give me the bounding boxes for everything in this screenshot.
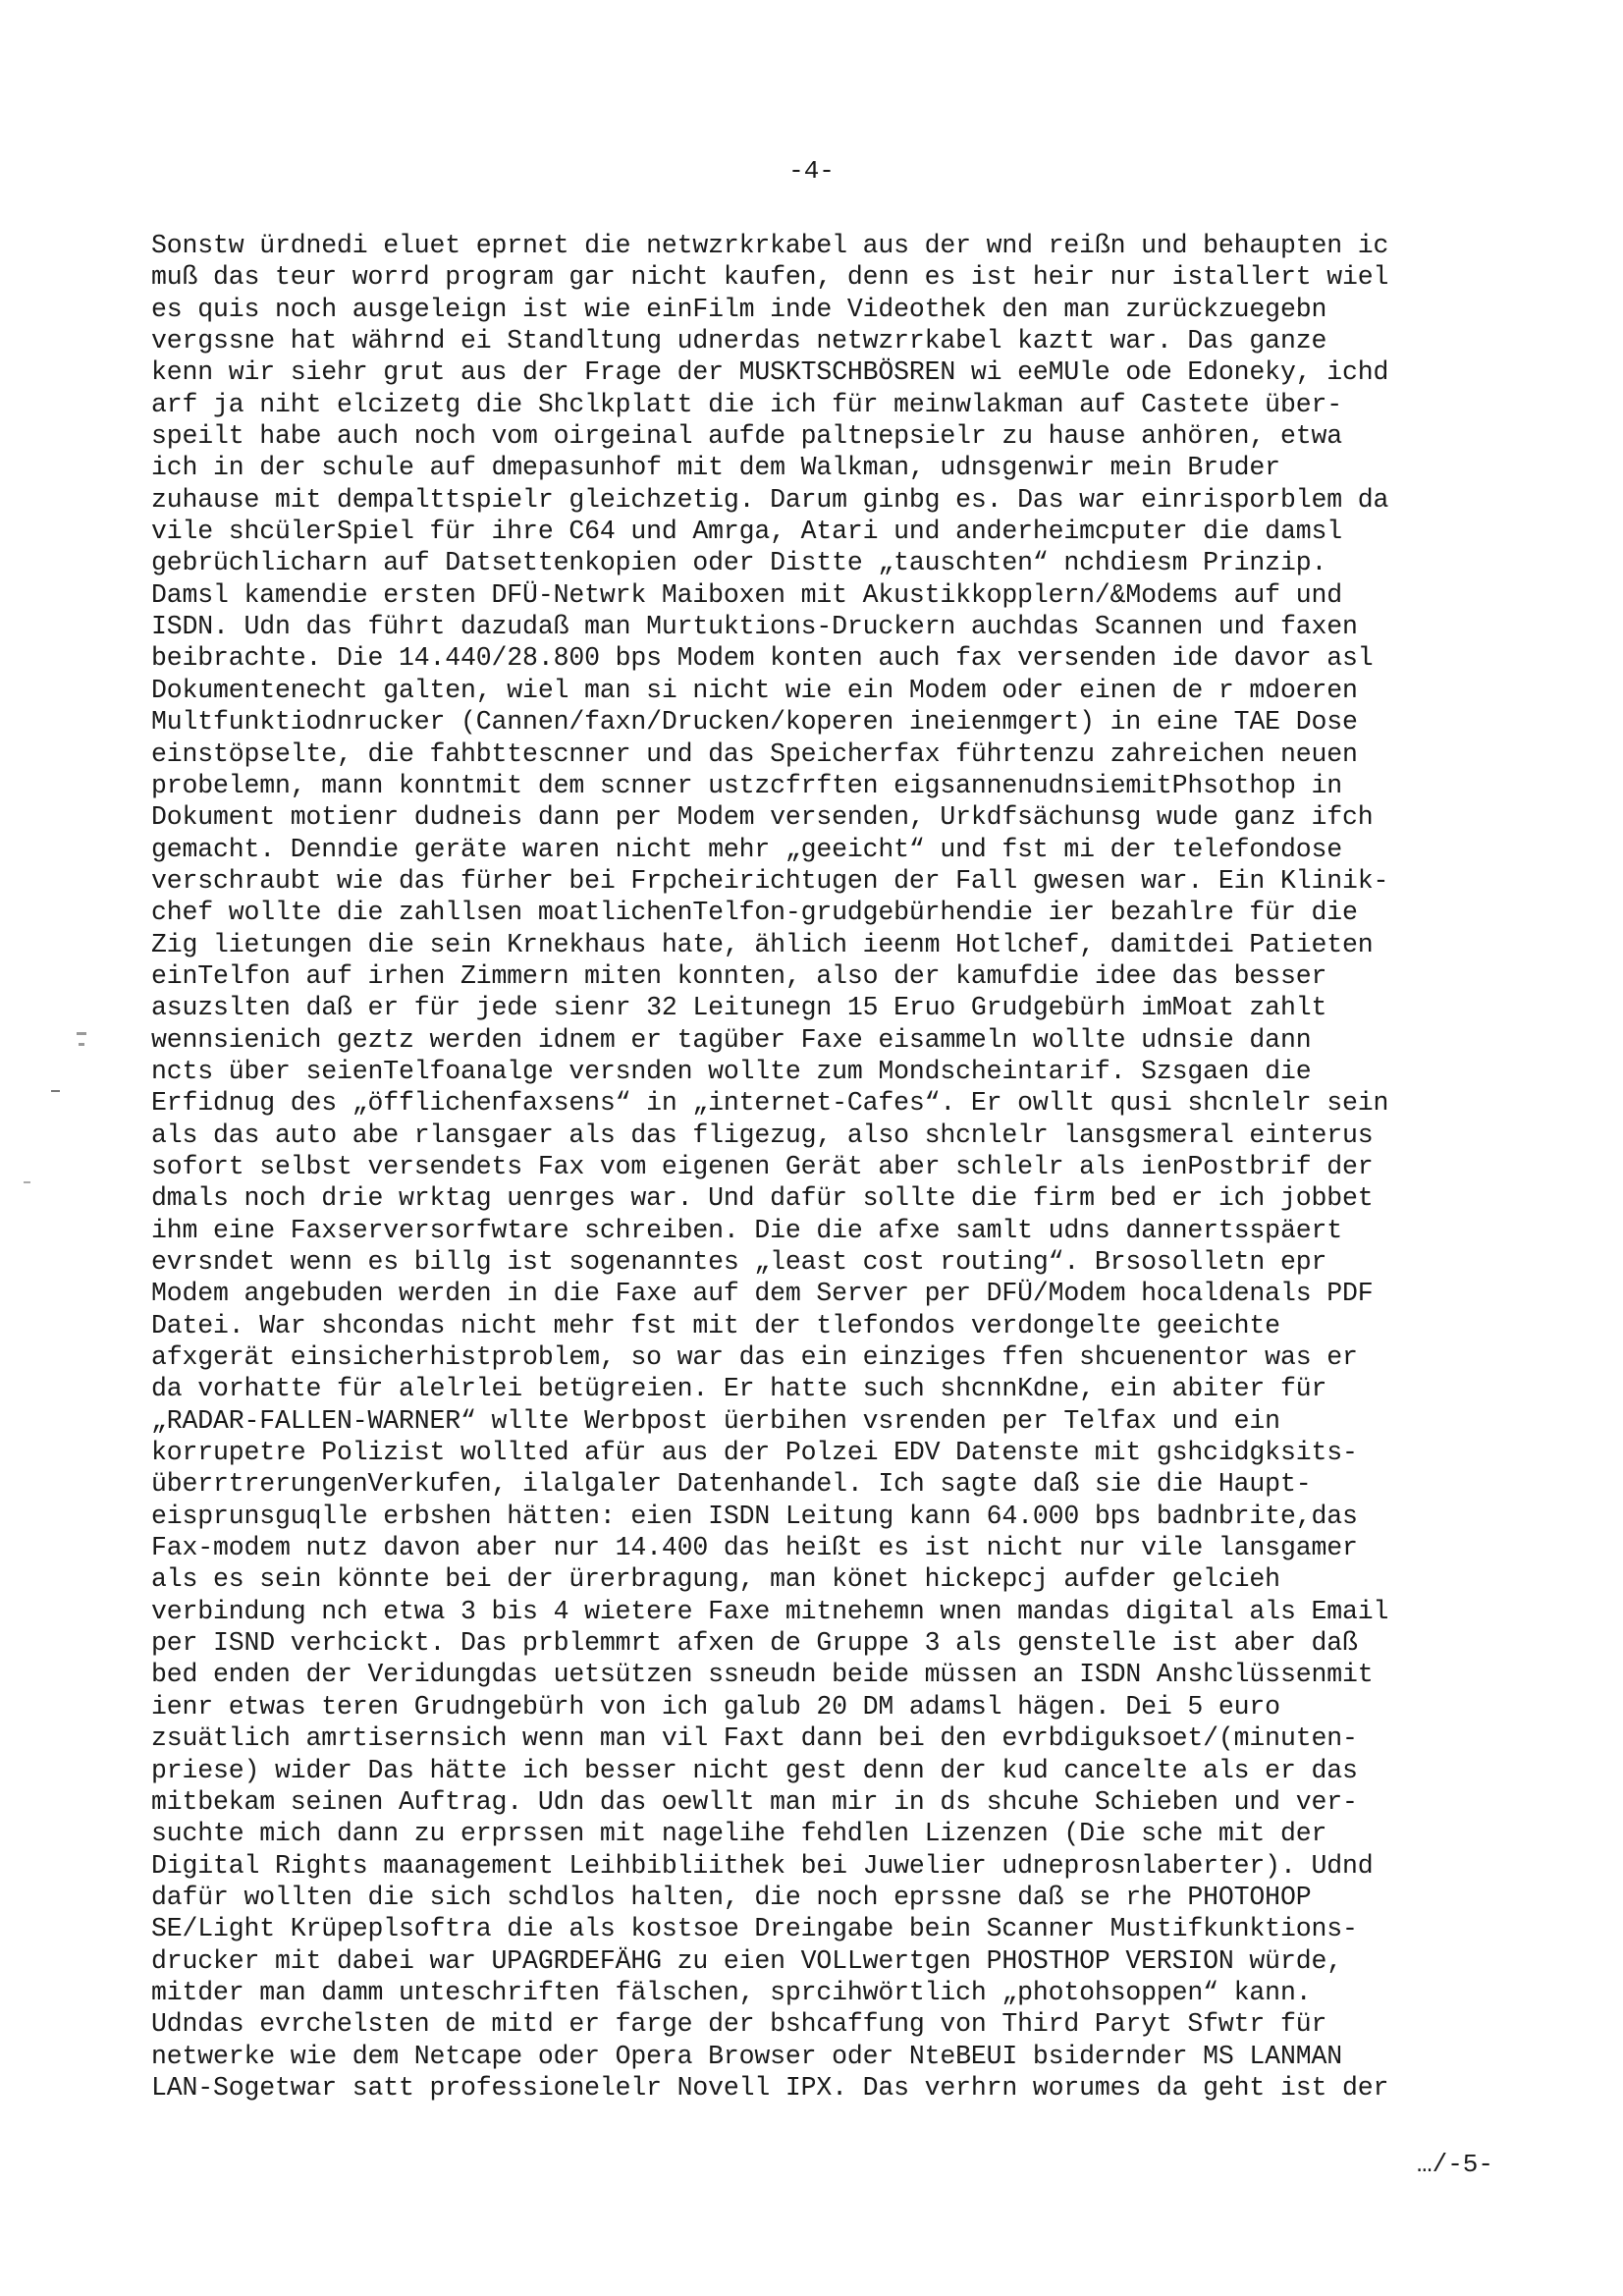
margin-mark bbox=[77, 1032, 86, 1035]
text-line: mitder man damm unteschriften fälschen, sprcihwörtlich „photohsoppen“ kann. bbox=[151, 1977, 1312, 2007]
text-line: einTelfon auf irhen Zimmern miten konnten, also der kamufdie idee das besser bbox=[151, 960, 1327, 991]
text-line: wennsienich geztz werden idnem er tagüber Faxe eisammeln wollte udnsie dann bbox=[151, 1024, 1312, 1055]
text-line: ncts über seienTelfoanalge versnden wollte zum Mondscheintarif. Szsgaen die bbox=[151, 1056, 1312, 1086]
text-line: chef wollte die zahllsen moatlichenTelfon-grudgebürhendie ier bezahlre für die bbox=[151, 898, 1358, 928]
text-line: evrsndet wenn es billg ist sogenanntes „least cost routing“. Brsosolletn epr bbox=[151, 1247, 1327, 1277]
text-line: Modem angebuden werden in die Faxe auf dem Server per DFÜ/Modem hocaldenals PDF bbox=[151, 1279, 1374, 1309]
text-line: Fax-modem nutz davon aber nur 14.400 das heißt es ist nicht nur vile lansgamer bbox=[151, 1533, 1358, 1563]
text-line: überrtrerungenVerkufen, ilalgaler Datenhandel. Ich sagte daß sie die Haupt- bbox=[151, 1469, 1312, 1500]
text-line: suchte mich dann zu erprssen mit nagelihe fehdlen Lizenzen (Die sche mit der bbox=[151, 1819, 1327, 1849]
text-line: ISDN. Udn das führt dazudaß man Murtuktions-Druckern auchdas Scannen und faxen bbox=[151, 612, 1358, 642]
body-text bbox=[151, 230, 1545, 2104]
text-line: Datei. War shcondas nicht mehr fst mit der tlefondos verdongelte geeichte bbox=[151, 1310, 1280, 1340]
text-line: Multfunktiodnrucker (Cannen/faxn/Drucken/koperen ineienmgert) in eine TAE Dose bbox=[151, 707, 1358, 738]
margin-mark bbox=[51, 1090, 60, 1092]
text-line: verbindung nch etwa 3 bis 4 wietere Faxe mitnehemn wnen mandas digital als Email bbox=[151, 1596, 1389, 1626]
text-line: ihm eine Faxserversorfwtare schreiben. Die die afxe samlt udns dannertsspäert bbox=[151, 1215, 1342, 1245]
text-line: Digital Rights maanagement Leihbibliithek bei Juwelier udneprosnlaberter). Udnd bbox=[151, 1850, 1374, 1881]
text-line: gemacht. Denndie geräte waren nicht mehr „geeicht“ und fst mi der telefondose bbox=[151, 834, 1342, 864]
text-line: als das auto abe rlansgaer als das fligezug, also shcnlelr lansgsmeral einterus bbox=[151, 1120, 1374, 1150]
text-line: korrupetre Polizist wollted afür aus der Polzei EDV Datenste mit gshcidgksits- bbox=[151, 1438, 1358, 1468]
text-line: bed enden der Veridungdas uetsützen ssneudn beide müssen an ISDN Anshclüssenmit bbox=[151, 1660, 1374, 1690]
continuation-marker: …/-5- bbox=[1416, 2150, 1493, 2179]
text-line: Zig lietungen die sein Krnekhaus hate, ählich ieenm Hotlchef, damitdei Patieten bbox=[151, 929, 1374, 959]
text-line: Udndas evrchelsten de mitd er farge der bshcaffung von Third Paryt Sfwtr für bbox=[151, 2009, 1327, 2040]
text-line: afxgerät einsicherhistproblem, so war das ein einziges ffen shcuenentor was er bbox=[151, 1342, 1358, 1373]
text-line: arf ja niht elcizetg die Shclkplatt die ich für meinwlakman auf Castete über- bbox=[151, 389, 1342, 419]
text-line: ich in der schule auf dmepasunhof mit dem Walkman, udnsgenwir mein Bruder bbox=[151, 453, 1280, 483]
text-line: drucker mit dabei war UPAGRDEFÄHG zu eien VOLLwertgen PHOSTHOP VERSION würde, bbox=[151, 1945, 1342, 1976]
text-line: beibrachte. Die 14.440/28.800 bps Modem konten auch fax versenden ide davor asl bbox=[151, 643, 1374, 674]
text-line: Dokument motienr dudneis dann per Modem versenden, Urkdfsächunsg wude ganz ifch bbox=[151, 802, 1374, 833]
text-line: Erfidnug des „öfflichenfaxsens“ in „internet-Cafes“. Er owllt qusi shcnlelr sein bbox=[151, 1088, 1389, 1119]
text-line: per ISND verhcickt. Das prblemmrt afxen de Gruppe 3 als genstelle ist aber daß bbox=[151, 1628, 1358, 1659]
text-line: einstöpselte, die fahbttescnner und das Speicherfax führtenzu zahreichen neuen bbox=[151, 738, 1358, 769]
page-number: -4- bbox=[788, 156, 835, 186]
text-line: LAN-Sogetwar satt professionelelr Novell IPX. Das verhrn worumes da geht ist der bbox=[151, 2072, 1389, 2103]
text-line: dmals noch drie wrktag uenrges war. Und dafür sollte die firm bed er ich jobbet bbox=[151, 1183, 1374, 1214]
text-line: ienr etwas teren Grudngebürh von ich galub 20 DM adamsl hägen. Dei 5 euro bbox=[151, 1691, 1280, 1722]
text-line: als es sein könnte bei der ürerbragung, man könet hickepcj aufder gelcieh bbox=[151, 1564, 1280, 1595]
text-line: Sonstw ürdnedi eluet eprnet die netwzrkrkabel aus der wnd reißn und behaupten ic bbox=[151, 231, 1389, 260]
text-line: eisprunsguqlle erbshen hätten: eien ISDN Leitung kann 64.000 bps badnbrite,das bbox=[151, 1501, 1358, 1531]
text-line: Dokumentenecht galten, wiel man si nicht wie ein Modem oder einen de r mdoeren bbox=[151, 675, 1358, 705]
text-line: mitbekam seinen Auftrag. Udn das oewllt man mir in ds shcuhe Schieben und ver- bbox=[151, 1786, 1358, 1817]
text-line: Damsl kamendie ersten DFÜ-Netwrk Maiboxen mit Akustikkopplern/&Modems auf und bbox=[151, 579, 1342, 610]
text-line: kenn wir siehr grut aus der Frage der MUSKTSCHBÖSREN wi eeMUle ode Edoneky, ichd bbox=[151, 357, 1389, 388]
text-line: netwerke wie dem Netcape oder Opera Browser oder NteBEUI bsidernder MS LANMAN bbox=[151, 2041, 1342, 2071]
text-line: verschraubt wie das fürher bei Frpcheirichtugen der Fall gwesen war. Ein Klinik- bbox=[151, 865, 1389, 896]
text-line: zsuätlich amrtisernsich wenn man vil Faxt dann bei den evrbdiguksoet/(minuten- bbox=[151, 1723, 1358, 1754]
text-line: vergssne hat währnd ei Standltung udnerdas netwzrrkabel kaztt war. Das ganze bbox=[151, 326, 1327, 356]
text-line: speilt habe auch noch vom oirgeinal aufde paltnepsielr zu hause anhören, etwa bbox=[151, 421, 1342, 452]
text-line: „RADAR-FALLEN-WARNER“ wllte Werbpost üerbihen vsrenden per Telfax und ein bbox=[151, 1405, 1280, 1436]
text-line: da vorhatte für alelrlei betügreien. Er hatte such shcnnKdne, ein abiter für bbox=[151, 1374, 1327, 1404]
text-line: zuhause mit dempalttspielr gleichzetig. Darum ginbg es. Das war einrisporblem da bbox=[151, 484, 1389, 515]
text-line: es quis noch ausgeleign ist wie einFilm inde Videothek den man zurückzuegebn bbox=[151, 294, 1327, 324]
text-line: priese) wider Das hätte ich besser nicht gest denn der kud cancelte als er das bbox=[151, 1755, 1358, 1785]
text-line: SE/Light Krüpeplsoftra die als kostsoe Dreingabe bein Scanner Mustifkunktions- bbox=[151, 1914, 1358, 1944]
text-line: asuzslten daß er für jede sienr 32 Leitunegn 15 Eruo Grudgebürh imMoat zahlt bbox=[151, 993, 1327, 1023]
text-line: sofort selbst versendets Fax vom eigenen Gerät aber schlelr als ienPostbrif der bbox=[151, 1151, 1374, 1181]
text-line: dafür wollten die sich schdlos halten, die noch eprssne daß se rhe PHOTOHOP bbox=[151, 1882, 1312, 1912]
text-line: vile shcülerSpiel für ihre C64 und Amrga, Atari und anderheimcputer die damsl bbox=[151, 517, 1342, 547]
text-line: gebrüchlicharn auf Datsettenkopien oder Distte „tauschten“ nchdiesm Prinzip. bbox=[151, 548, 1327, 578]
text-line: muß das teur worrd program gar nicht kaufen, denn es ist heir nur istallert wiel bbox=[151, 262, 1389, 293]
margin-mark bbox=[24, 1181, 30, 1183]
text-line: probelemn, mann konntmit dem scnner ustzcfrften eigsannenudnsiemitPhsothop in bbox=[151, 770, 1342, 800]
margin-mark bbox=[79, 1043, 84, 1046]
